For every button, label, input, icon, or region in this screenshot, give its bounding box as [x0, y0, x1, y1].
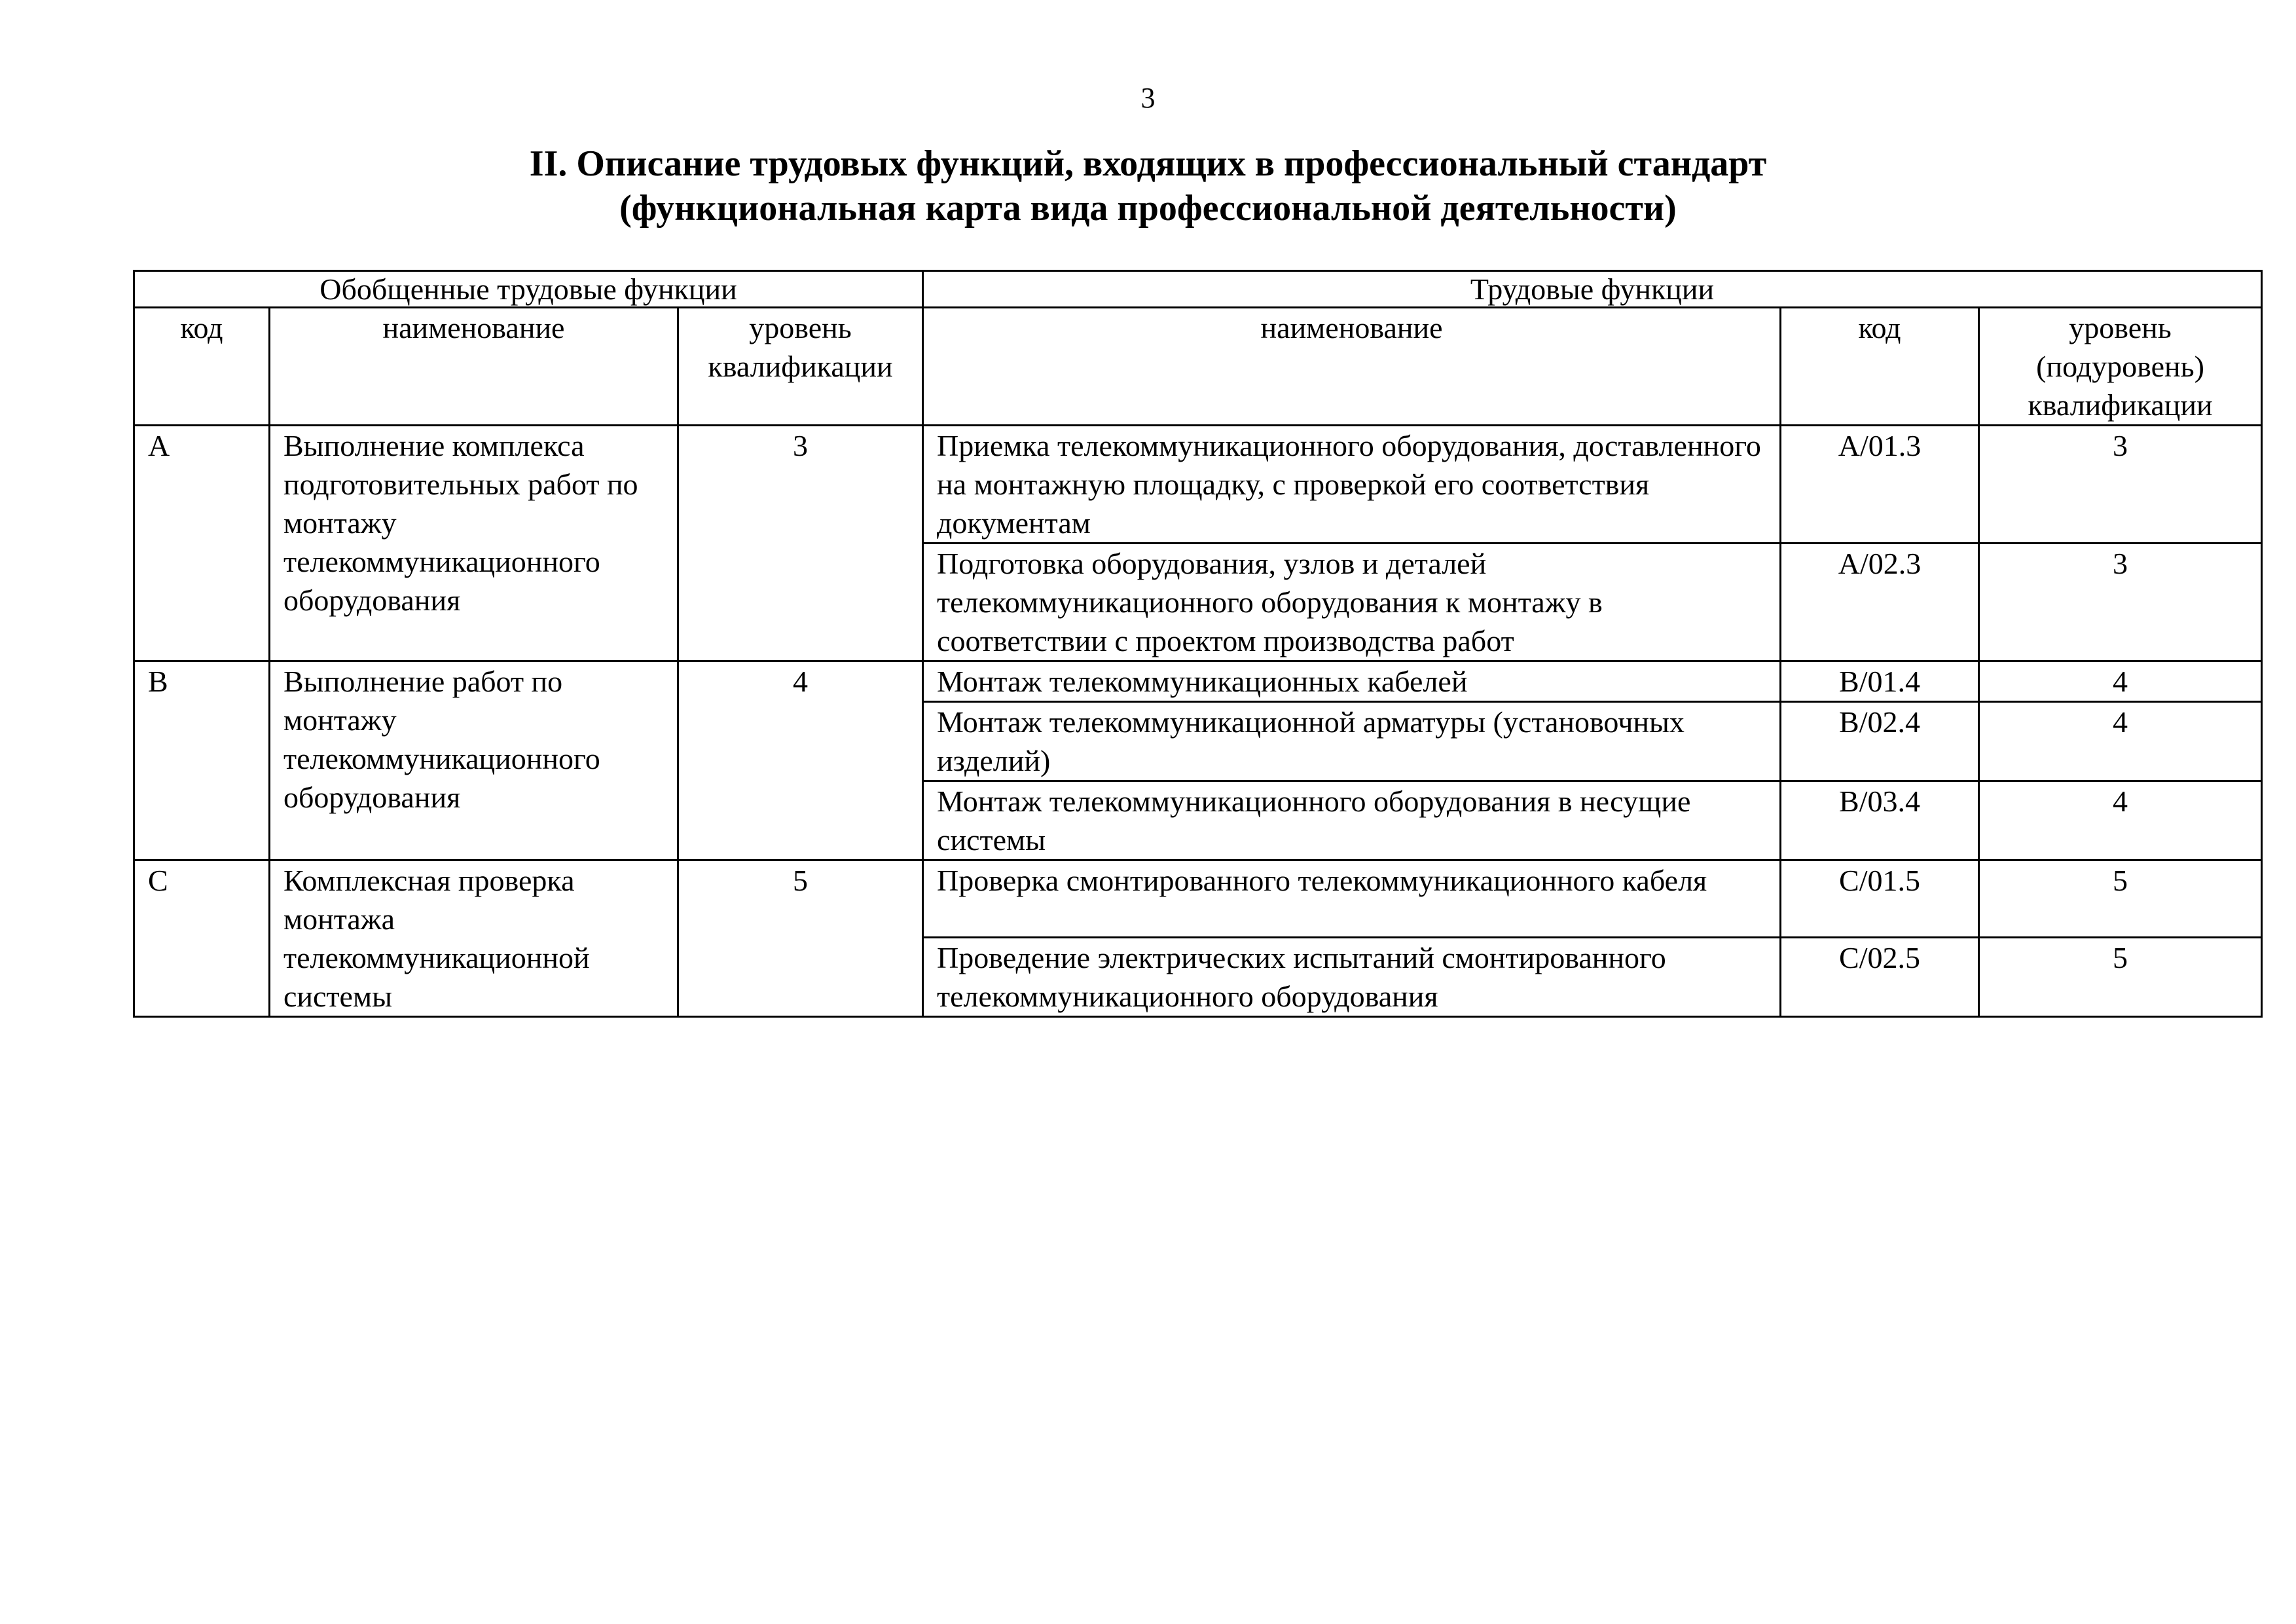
- section-title: [0, 141, 2296, 231]
- tf-level-cell: 3: [1979, 426, 2262, 544]
- functional-map-table: [133, 270, 2263, 1018]
- header-tf-name: наименование: [923, 308, 1781, 426]
- table-row: [134, 661, 2262, 702]
- tf-level-cell: 5: [1979, 860, 2262, 938]
- table-row: [134, 426, 2262, 544]
- tf-level-cell: 5: [1979, 938, 2262, 1017]
- gen-name-cell: Комплексная проверка монтажа телекоммуникационной системы: [270, 860, 678, 1017]
- table-row: [134, 860, 2262, 938]
- gen-code-cell: C: [134, 860, 270, 1017]
- tf-code-cell: A/01.3: [1781, 426, 1979, 544]
- header-gen-name: наименование: [270, 308, 678, 426]
- tf-name-cell: Приемка телекоммуникационного оборудования, доставленного на монтажную площадку, с проверкой его соответствия документам: [923, 426, 1781, 544]
- gen-level-cell: 5: [678, 860, 923, 1017]
- tf-level-cell: 3: [1979, 544, 2262, 661]
- group-header-row: [134, 271, 2262, 308]
- header-tf-code: код: [1781, 308, 1979, 426]
- tf-name-cell: Монтаж телекоммуникационной арматуры (установочных изделий): [923, 702, 1781, 781]
- gen-code-cell: A: [134, 426, 270, 661]
- header-gen-code: код: [134, 308, 270, 426]
- tf-code-cell: A/02.3: [1781, 544, 1979, 661]
- tf-level-cell: 4: [1979, 781, 2262, 860]
- gen-name-cell: Выполнение работ по монтажу телекоммуникационного оборудования: [270, 661, 678, 860]
- page-number: 3: [1140, 82, 1156, 114]
- tf-code-cell: B/03.4: [1781, 781, 1979, 860]
- header-labor-functions: Трудовые функции: [923, 271, 2262, 308]
- gen-level-cell: 4: [678, 661, 923, 860]
- tf-name-cell: Подготовка оборудования, узлов и деталей телекоммуникационного оборудования к монтажу в соответствии с проектом производства работ: [923, 544, 1781, 661]
- gen-code-cell: B: [134, 661, 270, 860]
- section-title-line-1: II. Описание трудовых функций, входящих в профессиональный стандарт: [529, 143, 1767, 184]
- section-title-line-2: (функциональная карта вида профессиональной деятельности): [619, 188, 1677, 229]
- tf-code-cell: C/01.5: [1781, 860, 1979, 938]
- header-generalized-functions: Обобщенные трудовые функции: [134, 271, 923, 308]
- tf-level-cell: 4: [1979, 702, 2262, 781]
- tf-code-cell: B/01.4: [1781, 661, 1979, 702]
- tf-level-cell: 4: [1979, 661, 2262, 702]
- tf-name-cell: Монтаж телекоммуникационного оборудования в несущие системы: [923, 781, 1781, 860]
- gen-name-cell: Выполнение комплекса подготовительных работ по монтажу телекоммуникационного оборудования: [270, 426, 678, 661]
- tf-name-cell: Монтаж телекоммуникационных кабелей: [923, 661, 1781, 702]
- tf-name-cell: Проверка смонтированного телекоммуникационного кабеля: [923, 860, 1781, 938]
- tf-code-cell: C/02.5: [1781, 938, 1979, 1017]
- tf-name-cell: Проведение электрических испытаний смонтированного телекоммуникационного оборудования: [923, 938, 1781, 1017]
- tf-code-cell: B/02.4: [1781, 702, 1979, 781]
- column-header-row: [134, 308, 2262, 426]
- header-gen-level: уровень квалификации: [678, 308, 923, 426]
- gen-level-cell: 3: [678, 426, 923, 661]
- header-tf-level: уровень (подуровень) квалификации: [1979, 308, 2262, 426]
